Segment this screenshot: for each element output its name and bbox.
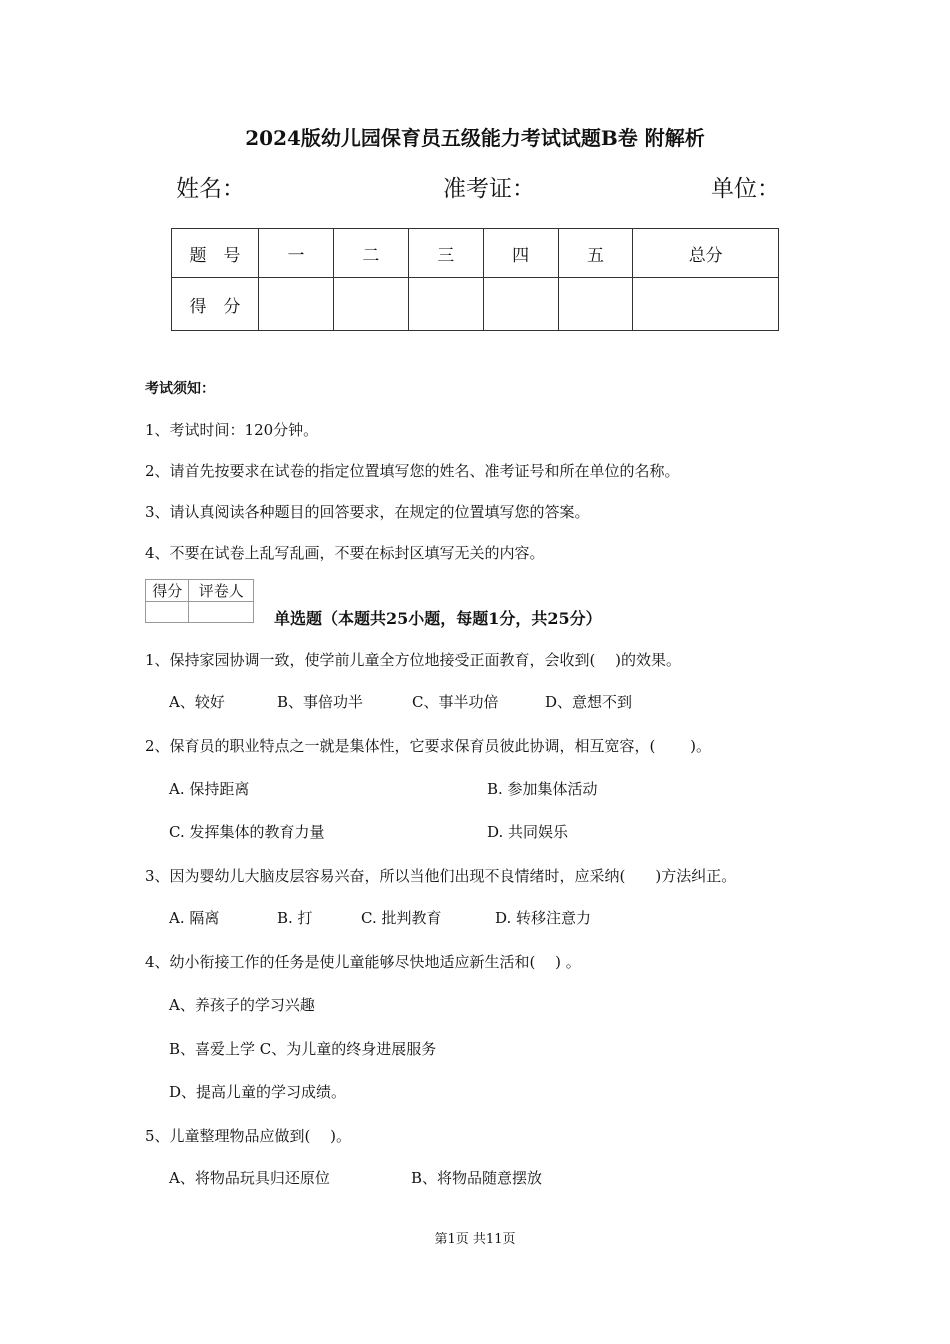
option[interactable]: C. 批判教育 bbox=[361, 909, 442, 927]
column-header: 五 bbox=[558, 229, 633, 278]
notice-item: 3、请认真阅读各种题目的回答要求，在规定的位置填写您的答案。 bbox=[145, 503, 590, 521]
option[interactable]: C. 发挥集体的教育力量 bbox=[169, 823, 325, 841]
notice-item: 4、不要在试卷上乱写乱画，不要在标封区填写无关的内容。 bbox=[145, 544, 545, 562]
exam-number-field-label: 准考证： bbox=[443, 176, 535, 202]
option[interactable]: B. 打 bbox=[277, 909, 313, 927]
column-header: 二 bbox=[333, 229, 408, 278]
score-cell-total[interactable] bbox=[633, 278, 779, 331]
question-stem: 2、保育员的职业特点之一就是集体性，它要求保育员彼此协调，相互宽容，( )。 bbox=[145, 737, 712, 755]
option[interactable]: D. 转移注意力 bbox=[495, 909, 592, 927]
question-stem: 1、保持家园协调一致，使学前儿童全方位地接受正面教育，会收到( )的效果。 bbox=[145, 651, 682, 669]
notice-item: 1、考试时间：120分钟。 bbox=[145, 421, 319, 439]
score-cell[interactable] bbox=[408, 278, 483, 331]
score-table-score-row bbox=[172, 278, 779, 331]
page-footer: 第1页 共11页 bbox=[434, 1232, 516, 1247]
option[interactable]: A. 保持距离 bbox=[169, 780, 250, 798]
option[interactable]: A、较好 bbox=[169, 693, 225, 711]
score-table bbox=[171, 228, 779, 331]
column-header: 四 bbox=[483, 229, 558, 278]
notice-heading: 考试须知： bbox=[145, 381, 215, 397]
grader-score-cell[interactable] bbox=[146, 602, 189, 623]
option[interactable]: A. 隔离 bbox=[169, 909, 220, 927]
score-cell[interactable] bbox=[333, 278, 408, 331]
column-header: 一 bbox=[259, 229, 334, 278]
option[interactable]: B、将物品随意摆放 bbox=[411, 1169, 543, 1187]
question-stem: 3、因为婴幼儿大脑皮层容易兴奋，所以当他们出现不良情绪时，应采纳( )方法纠正。 bbox=[145, 867, 737, 885]
option[interactable]: A、将物品玩具归还原位 bbox=[169, 1169, 330, 1187]
section-title: 单选题（本题共25小题，每题1分，共25分） bbox=[274, 609, 602, 628]
grader-box bbox=[145, 579, 254, 623]
grader-name-cell[interactable] bbox=[189, 602, 254, 623]
option[interactable]: D、提高儿童的学习成绩。 bbox=[169, 1083, 347, 1101]
column-header: 三 bbox=[408, 229, 483, 278]
column-header-total: 总分 bbox=[633, 229, 779, 278]
name-field-label: 姓名： bbox=[176, 176, 245, 202]
option[interactable]: B. 参加集体活动 bbox=[487, 780, 598, 798]
option[interactable]: D. 共同娱乐 bbox=[487, 823, 569, 841]
unit-field-label: 单位： bbox=[711, 176, 780, 202]
score-table-header-row bbox=[172, 229, 779, 278]
score-cell[interactable] bbox=[259, 278, 334, 331]
option[interactable]: B、事倍功半 bbox=[277, 693, 364, 711]
grader-name-label: 评卷人 bbox=[189, 580, 254, 602]
notice-item: 2、请首先按要求在试卷的指定位置填写您的姓名、准考证号和所在单位的名称。 bbox=[145, 462, 680, 480]
option[interactable]: D、意想不到 bbox=[545, 693, 633, 711]
option[interactable]: C、事半功倍 bbox=[412, 693, 499, 711]
option[interactable]: B、喜爱上学 C、为儿童的终身进展服务 bbox=[169, 1040, 437, 1058]
score-cell[interactable] bbox=[483, 278, 558, 331]
option[interactable]: A、养孩子的学习兴趣 bbox=[169, 996, 315, 1014]
score-row-label: 得 分 bbox=[172, 278, 259, 331]
question-number-label: 题 号 bbox=[172, 229, 259, 278]
grader-score-label: 得分 bbox=[146, 580, 189, 602]
score-cell[interactable] bbox=[558, 278, 633, 331]
question-stem: 4、幼小衔接工作的任务是使儿童能够尽快地适应新生活和( ) 。 bbox=[145, 953, 581, 971]
page-title: 2024版幼儿园保育员五级能力考试试题B卷 附解析 bbox=[245, 126, 705, 150]
question-stem: 5、儿童整理物品应做到( )。 bbox=[145, 1127, 352, 1145]
